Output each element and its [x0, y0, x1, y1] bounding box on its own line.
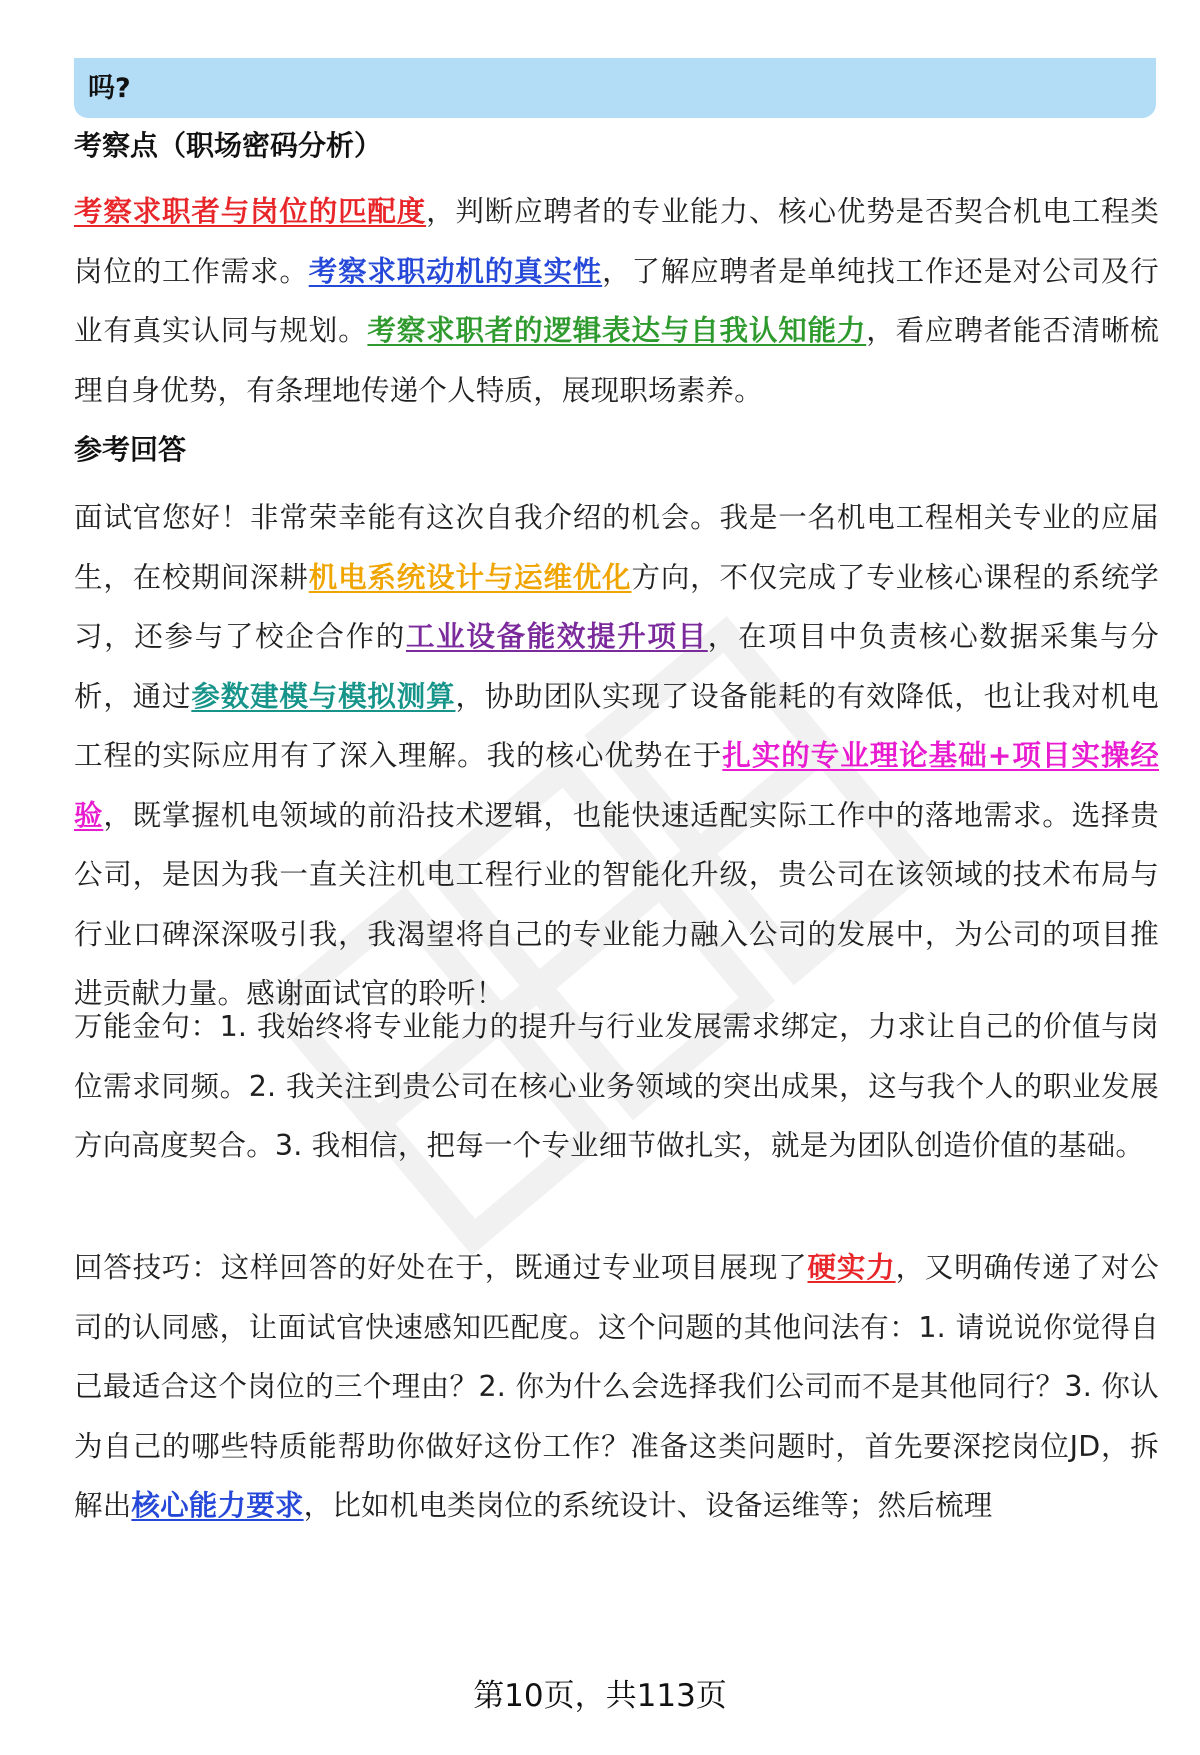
text-run: 回答技巧：这样回答的好处在于，既通过专业项目展现了 [74, 1251, 808, 1284]
text-run: ，在项目中负责核心数据采集与分析，通过 [74, 620, 1159, 713]
highlight-phrase: 参数建模与模拟测算 [191, 679, 456, 713]
highlight-phrase: 机电系统设计与运维优化 [308, 560, 632, 594]
answer-tips-paragraph [74, 1238, 1159, 1536]
question-title-bar [74, 58, 1156, 118]
highlight-phrase: 核心能力要求 [131, 1489, 304, 1522]
section-heading-reference-answer: 参考回答 [74, 433, 187, 466]
highlight-phrase: 硬实力 [807, 1251, 896, 1284]
text-run: ，判断应聘者的专业能力、核心优势是否契合机电工程类岗位的工作需求。 [74, 195, 1159, 288]
text-run: ，看应聘者能否清晰梳理自身优势，有条理地传递个人特质，展现职场素养。 [74, 314, 1159, 407]
highlight-phrase: 考察求职动机的真实性 [308, 254, 603, 288]
text-run: ，协助团队实现了设备能耗的有效降低，也让我对机电工程的实际应用有了深入理解。我的核心优势在于 [74, 679, 1159, 772]
text-run: ，比如机电类岗位的系统设计、设备运维等；然后梳理 [303, 1489, 993, 1522]
exam-points-paragraph [74, 182, 1159, 420]
text-run: ，又明确传递了对公司的认同感，让面试官快速感知匹配度。这个问题的其他问法有：1. 请说说你觉得自己最适合这个岗位的三个理由？2. 你为什么会选择我们公司而不是其他同行？3. 你认为自己的哪些特质能帮助你做好这份工作？准备这类问题时，首先要深挖岗位JD，拆解出 [74, 1251, 1159, 1522]
text-run: ，既掌握机电领域的前沿技术逻辑，也能快速适配实际工作中的落地需求。选择贵公司，是因为我一直关注机电工程行业的智能化升级，贵公司在该领域的技术布局与行业口碑深深吸引我，我渴望将自己的专业能力融入公司的发展中，为公司的项目推进贡献力量。感谢面试官的聆听！ [74, 798, 1159, 1010]
highlight-phrase: 扎实的专业理论基础+项目实操经验 [74, 739, 1159, 832]
highlight-phrase: 工业设备能效提升项目 [405, 620, 708, 653]
reference-answer-paragraph [74, 488, 1159, 1024]
golden-sentences-paragraph: 万能金句：1. 我始终将专业能力的提升与行业发展需求绑定，力求让自己的价值与岗位需求同频。2. 我关注到贵公司在核心业务领域的突出成果，这与我个人的职业发展方向高度契合。3. 我相信，把每一个专业细节做扎实，就是为团队创造价值的基础。 [74, 1010, 1159, 1162]
highlight-phrase: 考察求职者与岗位的匹配度 [74, 195, 427, 228]
highlight-phrase: 考察求职者的逻辑表达与自我认知能力 [367, 314, 867, 347]
text-run: 方向，不仅完成了专业核心课程的系统学习，还参与了校企合作的 [74, 560, 1159, 653]
text-run: ，了解应聘者是单纯找工作还是对公司及行业有真实认同与规划。 [74, 254, 1159, 347]
text-run: 面试官您好！非常荣幸能有这次自我介绍的机会。我是一名机电工程相关专业的应届生，在校期间深耕 [74, 501, 1159, 594]
question-title-tail: 吗? [88, 73, 131, 104]
page-number: 第10页，共113页 [473, 1678, 727, 1714]
section-heading-exam-points: 考察点（职场密码分析） [74, 129, 383, 162]
